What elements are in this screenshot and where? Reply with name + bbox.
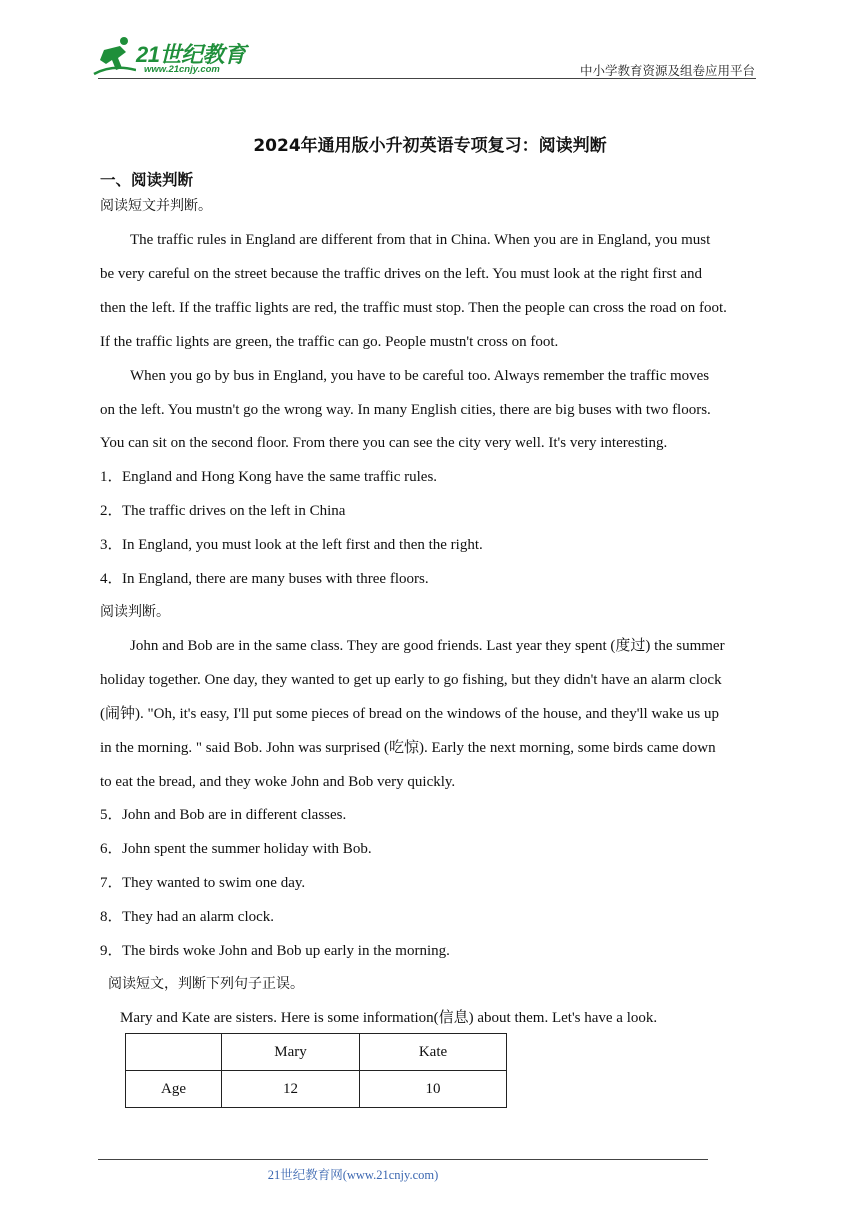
table-cell: Kate <box>360 1034 507 1071</box>
passage-line: John and Bob are in the same class. They are good friends. Last year they spent (度过) the summer <box>130 638 725 654</box>
question-number: 7． <box>100 875 123 891</box>
header-platform-text: 中小学教育资源及组卷应用平台 <box>579 63 755 78</box>
question-number: 5． <box>100 807 123 823</box>
runner-logo-icon <box>92 34 136 78</box>
header-divider <box>98 78 756 79</box>
section-heading: 一、阅读判断 <box>100 171 194 189</box>
passage-line: If the traffic lights are green, the traffic can go. People mustn't cross on foot. <box>100 334 559 350</box>
table-cell: 10 <box>360 1071 507 1108</box>
instruction: 阅读判断。 <box>100 604 170 620</box>
question-item <box>100 805 346 825</box>
instruction: 阅读短文，判断下列句子正误。 <box>108 976 304 992</box>
question-item <box>100 941 450 961</box>
table-cell: Age <box>126 1071 222 1108</box>
passage-line: When you go by bus in England, you have to be careful too. Always remember the traffic moves <box>130 368 710 384</box>
passage-line: holiday together. One day, they wanted to get up early to go fishing, but they didn't have an alarm clock <box>100 672 722 688</box>
question-item <box>100 535 483 555</box>
logo <box>92 34 262 78</box>
question-item <box>100 501 345 521</box>
question-item <box>100 873 305 893</box>
passage-line: (闹钟). "Oh, it's easy, I'll put some pieces of bread on the windows of the house, and they'll wake us up <box>100 706 719 722</box>
info-table <box>125 1033 507 1108</box>
question-text: John and Bob are in different classes. <box>122 807 347 823</box>
passage-line: then the left. If the traffic lights are red, the traffic must stop. Then the people can cross the road on foot. <box>100 300 727 316</box>
passage-line: Mary and Kate are sisters. Here is some information(信息) about them. Let's have a look. <box>120 1010 658 1026</box>
page-header <box>0 0 860 80</box>
passage-line: to eat the bread, and they woke John and Bob very quickly. <box>100 774 456 790</box>
question-number: 8． <box>100 909 123 925</box>
table-cell <box>126 1034 222 1071</box>
question-text: In England, you must look at the left first and then the right. <box>122 537 483 553</box>
question-number: 3． <box>100 537 123 553</box>
footer-text: 21世纪教育网(www.21cnjy.com) <box>267 1168 439 1182</box>
page-title: 2024年通用版小升初英语专项复习：阅读判断 <box>253 136 607 156</box>
table-cell: 12 <box>222 1071 360 1108</box>
passage-line: The traffic rules in England are different from that in China. When you are in England, you must <box>130 232 711 248</box>
question-number: 2． <box>100 503 123 519</box>
table-row <box>126 1071 507 1108</box>
question-text: They wanted to swim one day. <box>122 875 306 891</box>
footer-divider <box>98 1159 708 1160</box>
question-text: John spent the summer holiday with Bob. <box>122 841 372 857</box>
question-item <box>100 839 372 859</box>
table-cell: Mary <box>222 1034 360 1071</box>
table-header-row <box>126 1034 507 1071</box>
question-text: The traffic drives on the left in China <box>122 503 346 519</box>
passage-line: in the morning. " said Bob. John was surprised (吃惊). Early the next morning, some birds came down <box>100 740 716 756</box>
question-item <box>100 569 429 589</box>
question-item <box>100 907 274 927</box>
question-number: 9． <box>100 943 123 959</box>
instruction: 阅读短文并判断。 <box>100 198 212 214</box>
passage-line: on the left. You mustn't go the wrong way. In many English cities, there are big buses with two floors. <box>100 402 711 418</box>
passage-line: be very careful on the street because the traffic drives on the left. You must look at the right first and <box>100 266 703 282</box>
passage-line: You can sit on the second floor. From there you can see the city very well. It's very interesting. <box>100 435 668 451</box>
question-text: In England, there are many buses with three floors. <box>122 571 429 587</box>
question-item <box>100 467 437 487</box>
question-text: England and Hong Kong have the same traffic rules. <box>122 469 438 485</box>
question-text: They had an alarm clock. <box>122 909 275 925</box>
question-number: 6． <box>100 841 123 857</box>
question-text: The birds woke John and Bob up early in the morning. <box>122 943 450 959</box>
logo-text: 21世纪教育 <box>136 42 246 67</box>
logo-url: www.21cnjy.com <box>144 64 220 75</box>
question-number: 4． <box>100 571 123 587</box>
question-number: 1． <box>100 469 123 485</box>
